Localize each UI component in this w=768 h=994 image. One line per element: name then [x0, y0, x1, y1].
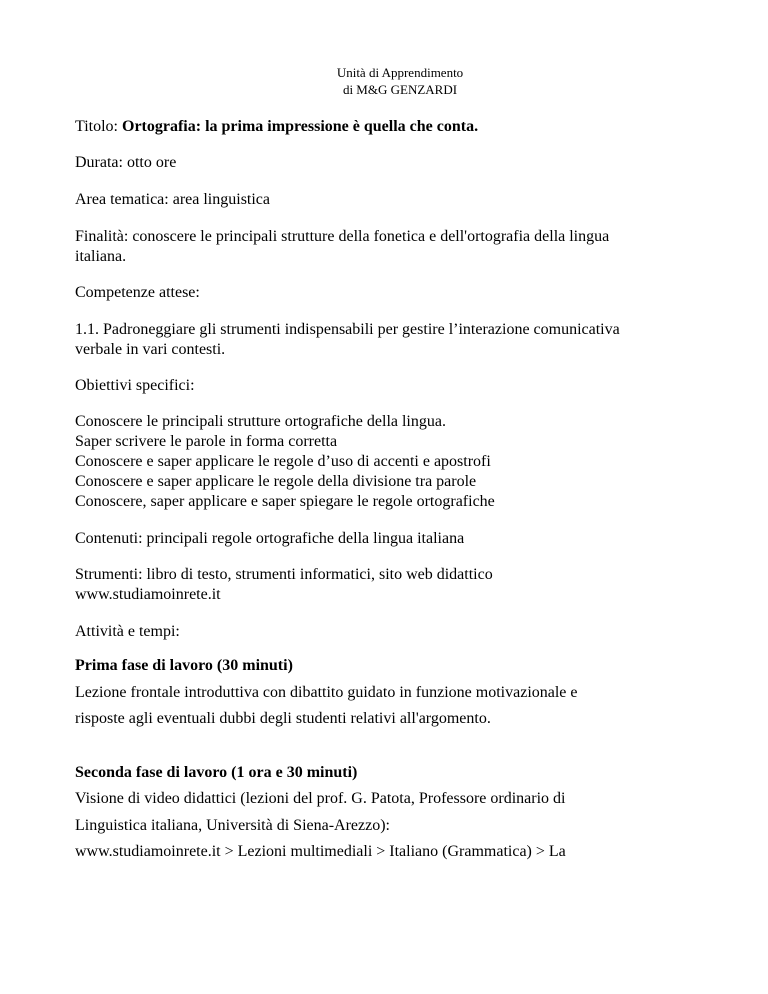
fase2-line-1: Visione di video didattici (lezioni del prof. G. Patota, Professore ordinario di: [75, 790, 566, 807]
finalita-line-2: italiana.: [75, 248, 127, 265]
competenze-line-2: verbale in vari contesti.: [75, 341, 226, 358]
strumenti-line-1: Strumenti: libro di testo, strumenti informatici, sito web didattico: [75, 566, 493, 583]
header-line-1: Unità di Apprendimento: [336, 65, 464, 80]
fase2-section: [75, 760, 715, 866]
header-line-2: di M&G GENZARDI: [342, 82, 458, 97]
competenze-label: Competenze attese:: [75, 284, 200, 301]
titolo-value: Ortografia: la prima impressione è quella che conta.: [122, 118, 479, 135]
fase1-section: [75, 653, 715, 733]
obiettivo-item: Conoscere e saper applicare le regole della divisione tra parole: [75, 473, 477, 490]
document-header: [85, 64, 715, 98]
durata-paragraph: Durata: otto ore: [75, 154, 177, 171]
obiettivi-list: [75, 412, 715, 512]
strumenti-paragraph: [75, 565, 715, 605]
competenze-line-1: 1.1. Padroneggiare gli strumenti indispensabili per gestire l’interazione comunicativa: [75, 321, 620, 338]
titolo-label: Titolo:: [75, 118, 122, 135]
contenuti-paragraph: Contenuti: principali regole ortografiche della lingua italiana: [75, 530, 465, 547]
finalita-paragraph: [75, 227, 715, 267]
area-paragraph: Area tematica: area linguistica: [75, 191, 271, 208]
fase1-title: Prima fase di lavoro (30 minuti): [75, 657, 293, 674]
document-page: [75, 64, 715, 866]
obiettivo-item: Conoscere le principali strutture ortografiche della lingua.: [75, 413, 446, 430]
fase2-title: Seconda fase di lavoro (1 ora e 30 minuti): [75, 763, 358, 781]
fase1-line-2: risposte agli eventuali dubbi degli studenti relativi all'argomento.: [75, 710, 491, 727]
fase2-line-3: www.studiamoinrete.it > Lezioni multimediali > Italiano (Grammatica) > La: [75, 843, 566, 860]
attivita-label: Attività e tempi:: [75, 623, 180, 640]
strumenti-line-2: www.studiamoinrete.it: [75, 586, 221, 603]
obiettivo-item: Saper scrivere le parole in forma corretta: [75, 433, 338, 450]
fase2-line-2: Linguistica italiana, Università di Siena-Arezzo):: [75, 816, 390, 834]
obiettivo-item: Conoscere, saper applicare e saper spiegare le regole ortografiche: [75, 493, 495, 510]
obiettivi-label: Obiettivi specifici:: [75, 377, 195, 394]
titolo-paragraph: [75, 117, 715, 137]
competenze-paragraph: [75, 320, 715, 360]
fase1-line-1: Lezione frontale introduttiva con dibattito guidato in funzione motivazionale e: [75, 683, 578, 701]
obiettivo-item: Conoscere e saper applicare le regole d’uso di accenti e apostrofi: [75, 453, 491, 470]
finalita-line-1: Finalità: conoscere le principali strutture della fonetica e dell'ortografia della lingua: [75, 228, 610, 245]
